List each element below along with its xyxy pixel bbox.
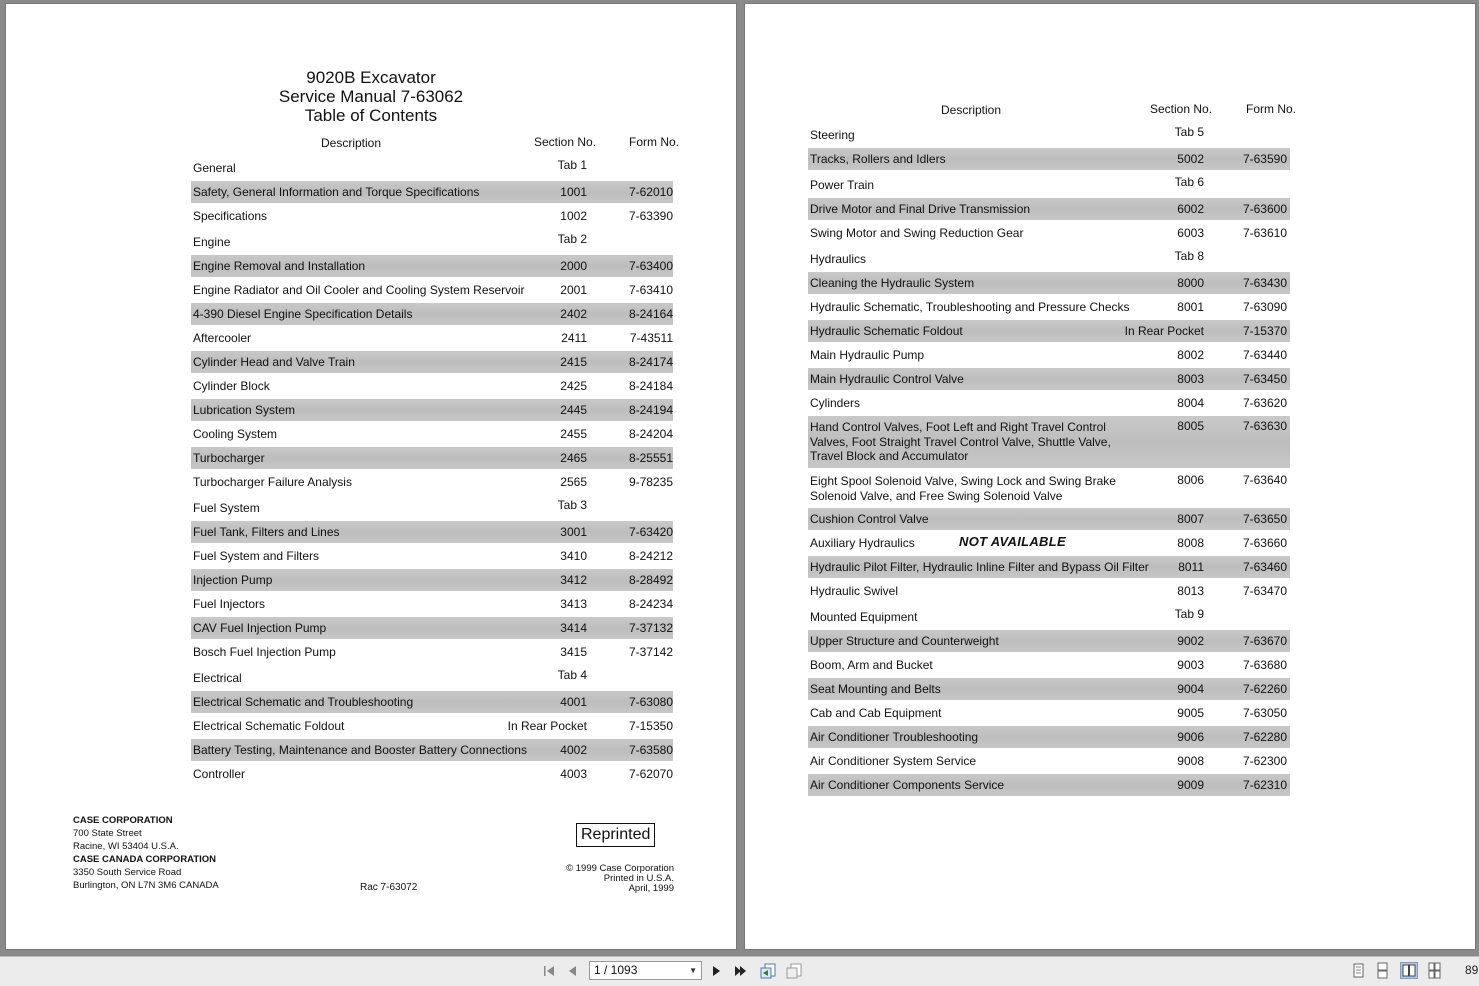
tab-number: Tab 2	[557, 232, 587, 246]
toc-row	[808, 556, 1290, 578]
continuous-view-icon[interactable]	[1373, 962, 1391, 979]
company-name-us: CASE CORPORATION	[73, 815, 173, 826]
form-number: 7-63610	[1242, 226, 1287, 240]
section-number: 4002	[560, 743, 587, 757]
toc-description: Turbocharger Failure Analysis	[193, 475, 352, 489]
form-number: 8-24184	[628, 379, 673, 393]
form-number: 7-62010	[628, 185, 673, 199]
toc-row	[808, 148, 1290, 170]
section-number: 9008	[1177, 754, 1204, 768]
section-number: 2445	[560, 403, 587, 417]
toc-group-row	[808, 248, 1290, 270]
section-number: 2402	[560, 307, 587, 321]
section-number: 8004	[1177, 396, 1204, 410]
section-number: 1002	[560, 209, 587, 223]
tab-number: Tab 4	[557, 668, 587, 682]
toc-row	[191, 715, 673, 737]
toc-description: Power Train	[810, 178, 875, 192]
toc-row	[808, 320, 1290, 342]
section-number: 2411	[561, 331, 587, 345]
rac-number: Rac 7-63072	[360, 882, 418, 893]
toc-description: Air Conditioner System Service	[810, 754, 977, 768]
reprinted-stamp: Reprinted	[576, 823, 655, 847]
section-number: 8002	[1177, 348, 1204, 362]
section-number: 9009	[1177, 778, 1204, 792]
section-number: 2001	[560, 283, 587, 297]
section-number: 5002	[1177, 152, 1204, 166]
toc-description: Cooling System	[193, 427, 278, 441]
manual-title	[206, 68, 536, 125]
form-number: 7-63420	[628, 525, 673, 539]
column-header-form: Form No.	[1246, 102, 1297, 116]
section-number: 8008	[1177, 536, 1204, 550]
section-number: 9005	[1177, 706, 1204, 720]
title-line-3: Table of Contents	[304, 106, 438, 125]
toc-description: Electrical	[193, 671, 242, 685]
company-name-canada: CASE CANADA CORPORATION	[73, 854, 217, 865]
toc-row	[808, 392, 1290, 414]
toc-description: Engine Removal and Installation	[193, 259, 366, 273]
section-number: 2415	[560, 355, 587, 369]
toc-row	[191, 763, 673, 785]
toc-description: Cylinder Block	[193, 379, 270, 393]
toc-row	[808, 416, 1290, 468]
toc-row	[191, 375, 673, 397]
column-header-description: Description	[941, 103, 1002, 117]
toc-description: Steering	[810, 128, 855, 142]
toc-description: Controller	[193, 767, 246, 781]
toc-row	[808, 726, 1290, 748]
form-number: 7-15370	[1242, 324, 1287, 338]
toc-description: Hand Control Valves, Foot Left and Right Travel Control Valves, Foot Straight Travel Control Valve, Shuttle Valve, Travel Block and Accumulator	[810, 420, 1111, 463]
toc-description: Fuel Injectors	[193, 597, 266, 611]
form-number: 7-62310	[1242, 778, 1287, 792]
toc-description: Eight Spool Solenoid Valve, Swing Lock and Swing Brake Solenoid Valve, and Free Swing Solenoid Valve	[810, 474, 1116, 503]
form-number: 7-63080	[628, 695, 673, 709]
form-number: 7-62300	[1242, 754, 1287, 768]
form-number: 7-63450	[1242, 372, 1287, 386]
address-canada-line-1: 3350 South Service Road	[73, 867, 182, 878]
toc-description: Electrical Schematic Foldout	[193, 719, 345, 733]
column-header-section: Section No.	[1150, 102, 1213, 116]
toc-row	[191, 279, 673, 301]
section-number: 8006	[1177, 473, 1204, 487]
toc-description: Specifications	[193, 209, 268, 223]
toc-description: Hydraulic Schematic, Troubleshooting and Pressure Checks	[810, 300, 1130, 314]
form-number: 7-43511	[629, 331, 673, 345]
section-number: 8003	[1177, 372, 1204, 386]
title-line-1: 9020B Excavator	[306, 68, 436, 87]
toc-description: Cylinder Head and Valve Train	[193, 355, 355, 369]
toc-description: Cushion Control Valve	[810, 512, 929, 526]
copyright-block	[526, 864, 674, 894]
toc-row	[808, 470, 1290, 506]
tab-number: Tab 3	[557, 498, 587, 512]
toc-row	[191, 447, 673, 469]
form-number: 7-63600	[1242, 202, 1287, 216]
address-us-line-1: 700 State Street	[73, 828, 142, 839]
form-number: 7-63410	[628, 283, 673, 297]
section-number: 3412	[560, 573, 587, 587]
form-number: 8-24234	[628, 597, 673, 611]
toc-description: Main Hydraulic Control Valve	[810, 372, 964, 386]
chevron-down-icon: ▼	[689, 966, 697, 975]
section-number: 3414	[560, 621, 587, 635]
toc-row	[808, 198, 1290, 220]
address-us-line-2: Racine, WI 53404 U.S.A.	[73, 841, 179, 852]
section-number: In Rear Pocket	[1124, 324, 1204, 338]
section-number: In Rear Pocket	[507, 719, 587, 733]
toc-row	[808, 508, 1290, 530]
toc-description: Main Hydraulic Pump	[810, 348, 925, 362]
column-header-description: Description	[321, 136, 382, 150]
toc-description: 4-390 Diesel Engine Specification Details	[193, 307, 413, 321]
toc-description: Engine Radiator and Oil Cooler and Cooling System Reservoir	[193, 283, 525, 297]
toc-row	[808, 774, 1290, 796]
toc-row	[191, 303, 673, 325]
toc-row	[191, 617, 673, 639]
form-number: 7-37142	[628, 645, 673, 659]
facing-pages-view-icon[interactable]	[1400, 962, 1418, 979]
toc-description: Air Conditioner Troubleshooting	[810, 730, 979, 744]
toc-group-row	[191, 157, 673, 179]
next-page-icon[interactable]	[708, 963, 724, 979]
toc-row	[191, 255, 673, 277]
section-number: 4001	[560, 695, 587, 709]
form-number: 7-63630	[1242, 419, 1287, 433]
page-indicator: 1 / 1093	[594, 963, 638, 977]
toc-description: Fuel Tank, Filters and Lines	[193, 525, 340, 539]
section-number: 8011	[1178, 560, 1204, 574]
form-number: 7-63650	[1242, 512, 1287, 526]
toc-description: Turbocharger	[193, 451, 265, 465]
toc-description: Tracks, Rollers and Idlers	[810, 152, 946, 166]
form-number: 7-63590	[1242, 152, 1287, 166]
toc-description: Lubrication System	[193, 403, 296, 417]
toc-description: Upper Structure and Counterweight	[810, 634, 999, 648]
toc-row	[808, 296, 1290, 318]
toc-row	[808, 368, 1290, 390]
toc-row	[808, 750, 1290, 772]
toc-description: Auxiliary Hydraulics	[810, 536, 915, 550]
form-number: 9-78235	[628, 475, 673, 489]
toc-row	[808, 222, 1290, 244]
document-page-right	[744, 3, 1476, 950]
toc-row	[191, 471, 673, 493]
single-page-view-icon[interactable]	[1349, 962, 1367, 979]
toc-description: Battery Testing, Maintenance and Booster Battery Connections	[193, 743, 527, 757]
toc-row	[808, 272, 1290, 294]
form-number: 7-63640	[1242, 473, 1287, 487]
toc-description: Hydraulic Swivel	[810, 584, 899, 598]
section-number: 2425	[560, 379, 587, 393]
form-number: 7-63470	[1242, 584, 1287, 598]
toc-row	[808, 580, 1290, 602]
form-number: 7-62280	[1242, 730, 1287, 744]
form-number: 7-63660	[1242, 536, 1287, 550]
continuous-facing-view-icon[interactable]	[1426, 962, 1444, 979]
section-number: 8007	[1177, 512, 1204, 526]
toc-description: Seat Mounting and Belts	[810, 682, 941, 696]
toc-row	[191, 351, 673, 373]
toc-description: Safety, General Information and Torque Specifications	[193, 185, 480, 199]
section-number: 6002	[1177, 202, 1204, 216]
column-header-section: Section No.	[534, 135, 597, 149]
tab-number: Tab 8	[1174, 249, 1204, 263]
toc-row	[191, 593, 673, 615]
not-available-stamp: NOT AVAILABLE	[959, 534, 1066, 549]
toc-row	[191, 399, 673, 421]
form-number: 8-24204	[628, 427, 673, 441]
toc-group-row	[191, 231, 673, 253]
company-address-us	[73, 814, 219, 892]
tab-number: Tab 5	[1174, 125, 1204, 139]
copyright-text: © 1999 Case Corporation	[566, 863, 674, 874]
toc-description: Hydraulics	[810, 252, 867, 266]
section-number: 8000	[1177, 276, 1204, 290]
section-number: 9004	[1177, 682, 1204, 696]
document-page-left	[5, 3, 737, 950]
toc-row	[191, 423, 673, 445]
section-number: 2565	[560, 475, 587, 489]
form-number: 7-63460	[1242, 560, 1287, 574]
toc-description: Cleaning the Hydraulic System	[810, 276, 975, 290]
print-date: April, 1999	[628, 883, 674, 894]
page-number-select[interactable]	[589, 961, 702, 980]
toc-description: CAV Fuel Injection Pump	[193, 621, 327, 635]
section-number: 9002	[1177, 634, 1204, 648]
toc-group-row	[191, 667, 673, 689]
toc-description: Hydraulic Pilot Filter, Hydraulic Inline Filter and Bypass Oil Filter	[810, 560, 1149, 574]
section-number: 9003	[1177, 658, 1204, 672]
toc-group-row	[191, 497, 673, 519]
first-page-icon[interactable]	[541, 963, 557, 979]
tab-number: Tab 1	[557, 158, 587, 172]
form-number: 7-62260	[1242, 682, 1287, 696]
tab-number: Tab 9	[1174, 607, 1204, 621]
form-number: 8-24164	[628, 307, 673, 321]
section-number: 4003	[560, 767, 587, 781]
toc-row	[808, 654, 1290, 676]
toc-row	[808, 630, 1290, 652]
toc-row	[808, 702, 1290, 724]
form-number: 7-63580	[628, 743, 673, 757]
form-number: 7-37132	[628, 621, 673, 635]
toc-description: Swing Motor and Swing Reduction Gear	[810, 226, 1024, 240]
toc-description: Engine	[193, 235, 231, 249]
form-number: 7-63620	[1242, 396, 1287, 410]
toc-row	[191, 569, 673, 591]
form-number: 7-63680	[1242, 658, 1287, 672]
section-number: 1001	[560, 185, 587, 199]
section-number: 8001	[1177, 300, 1204, 314]
toc-group-row	[808, 124, 1290, 146]
go-back-icon[interactable]	[760, 963, 776, 979]
section-number: 9006	[1177, 730, 1204, 744]
form-number: 8-25551	[628, 451, 673, 465]
toc-description: Drive Motor and Final Drive Transmission	[810, 202, 1031, 216]
toc-description: General	[193, 161, 236, 175]
toc-description: Mounted Equipment	[810, 610, 918, 624]
zoom-level[interactable]: 89	[1465, 963, 1479, 977]
section-number: 6003	[1177, 226, 1204, 240]
last-page-icon[interactable]	[733, 963, 749, 979]
form-number: 8-24194	[628, 403, 673, 417]
section-number: 3413	[560, 597, 587, 611]
form-number: 7-63430	[1242, 276, 1287, 290]
toc-description: Fuel System	[193, 501, 260, 515]
toc-description: Cylinders	[810, 396, 861, 410]
toc-description: Injection Pump	[193, 573, 273, 587]
previous-page-icon[interactable]	[565, 963, 581, 979]
toc-description: Hydraulic Schematic Foldout	[810, 324, 963, 338]
form-number: 7-63090	[1242, 300, 1287, 314]
form-number: 7-63050	[1242, 706, 1287, 720]
section-number: 2000	[560, 259, 587, 273]
tab-number: Tab 6	[1174, 175, 1204, 189]
title-line-2: Service Manual 7-63062	[278, 87, 464, 106]
toc-row	[191, 327, 673, 349]
column-header-form: Form No.	[629, 135, 680, 149]
form-number: 7-62070	[628, 767, 673, 781]
form-number: 7-63400	[628, 259, 673, 273]
form-number: 7-15350	[628, 719, 673, 733]
toc-description: Air Conditioner Components Service	[810, 778, 1005, 792]
section-number: 8013	[1177, 584, 1204, 598]
section-number: 2455	[560, 427, 587, 441]
toc-row	[808, 344, 1290, 366]
toc-description: Electrical Schematic and Troubleshooting	[193, 695, 414, 709]
address-canada-line-2: Burlington, ON L7N 3M6 CANADA	[73, 880, 219, 891]
toc-description: Aftercooler	[193, 331, 252, 345]
form-number: 8-24212	[628, 549, 673, 563]
section-number: 3001	[560, 525, 587, 539]
toc-row	[191, 545, 673, 567]
toc-description: Boom, Arm and Bucket	[810, 658, 933, 672]
toc-group-row	[808, 174, 1290, 196]
toc-row	[808, 678, 1290, 700]
toc-group-row	[808, 606, 1290, 628]
go-forward-icon[interactable]	[786, 963, 802, 979]
toc-row	[191, 641, 673, 663]
section-number: 8005	[1177, 419, 1204, 433]
section-number: 2465	[560, 451, 587, 465]
section-number: 3415	[560, 645, 587, 659]
toc-description: Bosch Fuel Injection Pump	[193, 645, 336, 659]
printed-in-text: Printed in U.S.A.	[603, 873, 674, 884]
form-number: 7-63440	[1242, 348, 1287, 362]
section-number: 3410	[560, 549, 587, 563]
toc-description: Cab and Cab Equipment	[810, 706, 942, 720]
toc-row	[191, 521, 673, 543]
pdf-viewer-toolbar	[0, 956, 1479, 986]
toc-row	[191, 739, 673, 761]
toc-description: Fuel System and Filters	[193, 549, 320, 563]
toc-row	[191, 181, 673, 203]
toc-row	[191, 205, 673, 227]
form-number: 7-63390	[628, 209, 673, 223]
toc-row	[191, 691, 673, 713]
form-number: 7-63670	[1242, 634, 1287, 648]
form-number: 8-28492	[628, 573, 673, 587]
form-number: 8-24174	[628, 355, 673, 369]
